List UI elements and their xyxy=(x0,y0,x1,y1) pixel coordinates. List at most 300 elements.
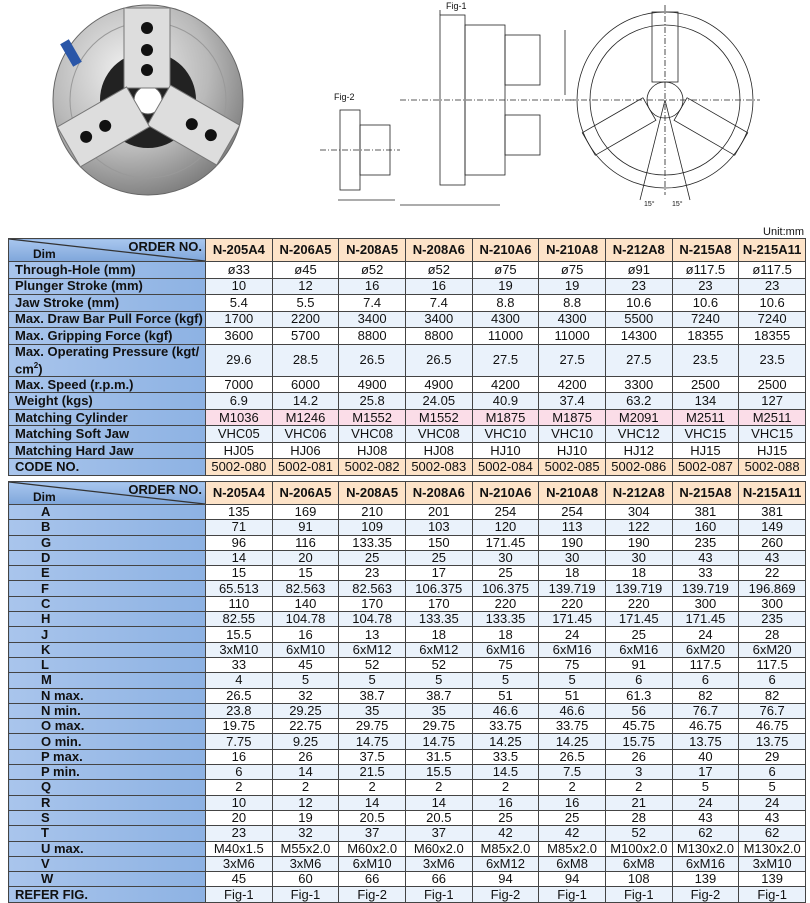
value-cell: 62 xyxy=(739,826,806,841)
value-cell: 52 xyxy=(339,657,406,672)
row-label: P min. xyxy=(9,765,206,780)
value-cell: 12 xyxy=(272,278,339,295)
value-cell: 171.45 xyxy=(605,612,672,627)
value-cell: 3xM10 xyxy=(739,856,806,871)
value-cell: VHC05 xyxy=(206,426,273,443)
value-cell: 4 xyxy=(206,673,273,688)
value-cell: 2 xyxy=(472,780,539,795)
dim-label: Dim xyxy=(33,247,56,261)
row-label: Max. Speed (r.p.m.) xyxy=(9,376,206,393)
value-cell: Fig-2 xyxy=(472,887,539,902)
value-cell: Fig-1 xyxy=(605,887,672,902)
value-cell: 16 xyxy=(472,795,539,810)
value-cell: 139 xyxy=(672,872,739,887)
value-cell: 7.75 xyxy=(206,734,273,749)
model-header: N-210A6 xyxy=(472,482,539,505)
value-cell: 3300 xyxy=(605,376,672,393)
value-cell: 304 xyxy=(605,505,672,520)
value-cell: 23 xyxy=(739,278,806,295)
row-label: S xyxy=(9,810,206,825)
value-cell: 4900 xyxy=(405,376,472,393)
value-cell: 28.5 xyxy=(272,344,339,376)
row-label: Through-Hole (mm) xyxy=(9,262,206,279)
value-cell: Fig-1 xyxy=(206,887,273,902)
row-label-close: ) xyxy=(38,360,43,376)
value-cell: 37 xyxy=(339,826,406,841)
table-row xyxy=(9,765,806,780)
value-cell: 14.5 xyxy=(472,765,539,780)
table-row xyxy=(9,550,806,565)
value-cell: 381 xyxy=(739,505,806,520)
value-cell: 196.869 xyxy=(739,581,806,596)
value-cell: HJ15 xyxy=(739,442,806,459)
value-cell: ø75 xyxy=(472,262,539,279)
model-header: N-212A8 xyxy=(605,239,672,262)
value-cell: 43 xyxy=(672,550,739,565)
value-cell: 13 xyxy=(339,627,406,642)
value-cell: 7240 xyxy=(739,311,806,328)
table-row xyxy=(9,688,806,703)
table-row xyxy=(9,520,806,535)
value-cell: 42 xyxy=(472,826,539,841)
value-cell: 62 xyxy=(672,826,739,841)
value-cell: 160 xyxy=(672,520,739,535)
table-row xyxy=(9,459,806,476)
value-cell: 5002-083 xyxy=(405,459,472,476)
value-cell: 171.45 xyxy=(472,535,539,550)
dimension-table xyxy=(8,481,806,903)
value-cell: 25 xyxy=(472,566,539,581)
value-cell: 29.6 xyxy=(206,344,273,376)
value-cell: 29.75 xyxy=(339,719,406,734)
row-label: CODE NO. xyxy=(9,459,206,476)
value-cell: 35 xyxy=(405,703,472,718)
value-cell: 66 xyxy=(339,872,406,887)
value-cell: 46.75 xyxy=(739,719,806,734)
angle-label-right: 15° xyxy=(672,201,683,208)
value-cell: 5 xyxy=(272,673,339,688)
value-cell: 19.75 xyxy=(206,719,273,734)
table-row xyxy=(9,376,806,393)
value-cell: VHC08 xyxy=(405,426,472,443)
value-cell: ø33 xyxy=(206,262,273,279)
value-cell: 38.7 xyxy=(405,688,472,703)
value-cell: 76.7 xyxy=(739,703,806,718)
value-cell: 71 xyxy=(206,520,273,535)
value-cell: 9.25 xyxy=(272,734,339,749)
value-cell: 6 xyxy=(206,765,273,780)
value-cell: 52 xyxy=(405,657,472,672)
value-cell: 5.4 xyxy=(206,295,273,312)
value-cell: 104.78 xyxy=(339,612,406,627)
value-cell: M1875 xyxy=(539,409,606,426)
value-cell: 8.8 xyxy=(472,295,539,312)
row-label: B xyxy=(9,520,206,535)
model-header: N-206A5 xyxy=(272,482,339,505)
value-cell: 12 xyxy=(272,795,339,810)
row-label: N min. xyxy=(9,703,206,718)
value-cell: 104.78 xyxy=(272,612,339,627)
value-cell: 5 xyxy=(472,673,539,688)
value-cell: 135 xyxy=(206,505,273,520)
corner-cell xyxy=(9,239,206,262)
fig2-drawing xyxy=(320,110,400,200)
value-cell: 139.719 xyxy=(605,581,672,596)
value-cell: M2511 xyxy=(672,409,739,426)
table-row xyxy=(9,642,806,657)
value-cell: 16 xyxy=(339,278,406,295)
value-cell: 23 xyxy=(672,278,739,295)
value-cell: 108 xyxy=(605,872,672,887)
value-cell: ø75 xyxy=(539,262,606,279)
value-cell: 4200 xyxy=(539,376,606,393)
value-cell: 46.6 xyxy=(539,703,606,718)
value-cell: 2 xyxy=(605,780,672,795)
value-cell: 235 xyxy=(739,612,806,627)
value-cell: 109 xyxy=(339,520,406,535)
row-label-unit: cm xyxy=(15,360,34,376)
value-cell: HJ10 xyxy=(539,442,606,459)
value-cell: 3400 xyxy=(405,311,472,328)
value-cell: M60x2.0 xyxy=(339,841,406,856)
row-label: D xyxy=(9,550,206,565)
value-cell: 23.8 xyxy=(206,703,273,718)
row-label: H xyxy=(9,612,206,627)
order-no-label: ORDER NO. xyxy=(128,482,202,497)
dim-label: Dim xyxy=(33,490,56,504)
value-cell: 5002-087 xyxy=(672,459,739,476)
table-row xyxy=(9,749,806,764)
value-cell: 25 xyxy=(605,627,672,642)
value-cell: 32 xyxy=(272,688,339,703)
row-label: G xyxy=(9,535,206,550)
value-cell: 26 xyxy=(605,749,672,764)
value-cell: 3600 xyxy=(206,328,273,345)
value-cell: 18 xyxy=(605,566,672,581)
value-cell: 25 xyxy=(405,550,472,565)
value-cell: M1246 xyxy=(272,409,339,426)
value-cell: 94 xyxy=(539,872,606,887)
value-cell: 29 xyxy=(739,749,806,764)
value-cell: 11000 xyxy=(539,328,606,345)
value-cell: ø45 xyxy=(272,262,339,279)
value-cell: 5002-085 xyxy=(539,459,606,476)
value-cell: 3xM6 xyxy=(272,856,339,871)
value-cell: 33 xyxy=(206,657,273,672)
value-cell: 15.75 xyxy=(605,734,672,749)
value-cell: 254 xyxy=(472,505,539,520)
value-cell: 14.25 xyxy=(472,734,539,749)
value-cell: 10.6 xyxy=(672,295,739,312)
model-header: N-205A4 xyxy=(206,239,273,262)
value-cell: 7000 xyxy=(206,376,273,393)
unit-label: Unit:mm xyxy=(763,226,804,238)
value-cell: HJ10 xyxy=(472,442,539,459)
value-cell: M85x2.0 xyxy=(472,841,539,856)
front-view-drawing xyxy=(570,5,760,200)
value-cell: 5002-084 xyxy=(472,459,539,476)
value-cell: 29.25 xyxy=(272,703,339,718)
value-cell: 19 xyxy=(472,278,539,295)
product-drawings xyxy=(0,0,810,225)
value-cell: 6xM16 xyxy=(605,642,672,657)
table-row xyxy=(9,581,806,596)
value-cell: 5002-086 xyxy=(605,459,672,476)
value-cell: 5 xyxy=(672,780,739,795)
value-cell: 5002-088 xyxy=(739,459,806,476)
value-cell: 37 xyxy=(405,826,472,841)
value-cell: 3400 xyxy=(339,311,406,328)
value-cell: 134 xyxy=(672,393,739,410)
value-cell: 10 xyxy=(206,278,273,295)
value-cell: 2 xyxy=(405,780,472,795)
table-row xyxy=(9,505,806,520)
value-cell: 33.75 xyxy=(472,719,539,734)
value-cell: 4900 xyxy=(339,376,406,393)
value-cell: 27.5 xyxy=(472,344,539,376)
table-row xyxy=(9,278,806,295)
row-label: Weight (kgs) xyxy=(9,393,206,410)
table-row xyxy=(9,262,806,279)
value-cell: M100x2.0 xyxy=(605,841,672,856)
value-cell: 27.5 xyxy=(605,344,672,376)
value-cell: 76.7 xyxy=(672,703,739,718)
header-row xyxy=(9,239,806,262)
value-cell: 235 xyxy=(672,535,739,550)
value-cell: 42 xyxy=(539,826,606,841)
value-cell: 6xM16 xyxy=(672,856,739,871)
value-cell: 6xM10 xyxy=(339,856,406,871)
corner-cell xyxy=(9,482,206,505)
value-cell: 75 xyxy=(539,657,606,672)
value-cell: 38.7 xyxy=(339,688,406,703)
value-cell: 149 xyxy=(739,520,806,535)
value-cell: 25 xyxy=(339,550,406,565)
table-row xyxy=(9,426,806,443)
spec-table xyxy=(8,238,806,476)
table-row xyxy=(9,442,806,459)
value-cell: Fig-1 xyxy=(739,887,806,902)
value-cell: 6.9 xyxy=(206,393,273,410)
angle-label-left: 15° xyxy=(644,201,655,208)
value-cell: 26.5 xyxy=(206,688,273,703)
value-cell: 20.5 xyxy=(339,810,406,825)
value-cell: 33.75 xyxy=(539,719,606,734)
value-cell: 63.2 xyxy=(605,393,672,410)
table-row xyxy=(9,344,806,376)
table-row xyxy=(9,826,806,841)
value-cell: 8800 xyxy=(405,328,472,345)
table-row xyxy=(9,596,806,611)
table-row xyxy=(9,295,806,312)
value-cell: 24 xyxy=(539,627,606,642)
value-cell: 45.75 xyxy=(605,719,672,734)
value-cell: 5 xyxy=(739,780,806,795)
row-label: W xyxy=(9,872,206,887)
value-cell: 43 xyxy=(672,810,739,825)
model-header: N-205A4 xyxy=(206,482,273,505)
value-cell: 10.6 xyxy=(739,295,806,312)
model-header: N-208A6 xyxy=(405,239,472,262)
value-cell: 6 xyxy=(739,673,806,688)
row-label: E xyxy=(9,566,206,581)
value-cell: 51 xyxy=(539,688,606,703)
value-cell: M40x1.5 xyxy=(206,841,273,856)
value-cell: 5002-082 xyxy=(339,459,406,476)
value-cell: 21 xyxy=(605,795,672,810)
value-cell: 26.5 xyxy=(339,344,406,376)
row-label: Max. Gripping Force (kgf) xyxy=(9,328,206,345)
value-cell: 16 xyxy=(405,278,472,295)
value-cell: 30 xyxy=(605,550,672,565)
value-cell: 20 xyxy=(272,550,339,565)
value-cell: 45 xyxy=(272,657,339,672)
value-cell: 20 xyxy=(206,810,273,825)
row-label: T xyxy=(9,826,206,841)
value-cell: 23 xyxy=(339,566,406,581)
value-cell: 45 xyxy=(206,872,273,887)
value-cell: 82 xyxy=(672,688,739,703)
value-cell: 6xM8 xyxy=(605,856,672,871)
value-cell: 18355 xyxy=(672,328,739,345)
value-cell: VHC10 xyxy=(472,426,539,443)
value-cell: M1552 xyxy=(405,409,472,426)
value-cell: 22 xyxy=(739,566,806,581)
value-cell: 37.5 xyxy=(339,749,406,764)
fig2-label: Fig-2 xyxy=(334,92,355,102)
value-cell: 8800 xyxy=(339,328,406,345)
value-cell: M2511 xyxy=(739,409,806,426)
value-cell: Fig-1 xyxy=(272,887,339,902)
value-cell: M1552 xyxy=(339,409,406,426)
value-cell: 14.75 xyxy=(339,734,406,749)
value-cell: 82.55 xyxy=(206,612,273,627)
value-cell: 171.45 xyxy=(539,612,606,627)
value-cell: 5500 xyxy=(605,311,672,328)
value-cell: 61.3 xyxy=(605,688,672,703)
value-cell: 190 xyxy=(539,535,606,550)
value-cell: Fig-2 xyxy=(672,887,739,902)
value-cell: 16 xyxy=(206,749,273,764)
value-cell: VHC15 xyxy=(739,426,806,443)
value-cell: 46.6 xyxy=(472,703,539,718)
table-row xyxy=(9,887,806,902)
value-cell: 24 xyxy=(672,795,739,810)
model-header: N-210A8 xyxy=(539,482,606,505)
value-cell: 5 xyxy=(539,673,606,688)
value-cell: 17 xyxy=(672,765,739,780)
value-cell: HJ15 xyxy=(672,442,739,459)
row-label: N max. xyxy=(9,688,206,703)
value-cell: 40.9 xyxy=(472,393,539,410)
value-cell: 110 xyxy=(206,596,273,611)
value-cell: 106.375 xyxy=(405,581,472,596)
value-cell: 14 xyxy=(339,795,406,810)
row-label-sup: 2 xyxy=(33,360,39,370)
value-cell: 2 xyxy=(272,780,339,795)
value-cell: HJ06 xyxy=(272,442,339,459)
model-header: N-210A8 xyxy=(539,239,606,262)
value-cell: 6 xyxy=(672,673,739,688)
value-cell: 29.75 xyxy=(405,719,472,734)
value-cell: 24 xyxy=(672,627,739,642)
value-cell: 260 xyxy=(739,535,806,550)
value-cell: 2500 xyxy=(739,376,806,393)
value-cell: M1036 xyxy=(206,409,273,426)
value-cell: 11000 xyxy=(472,328,539,345)
value-cell: 18355 xyxy=(739,328,806,345)
value-cell: 35 xyxy=(339,703,406,718)
table-row xyxy=(9,673,806,688)
value-cell: ø52 xyxy=(405,262,472,279)
value-cell: 103 xyxy=(405,520,472,535)
value-cell: 5.5 xyxy=(272,295,339,312)
model-header: N-208A5 xyxy=(339,239,406,262)
value-cell: 20.5 xyxy=(405,810,472,825)
value-cell: 14 xyxy=(272,765,339,780)
value-cell: 6xM20 xyxy=(672,642,739,657)
table-row xyxy=(9,795,806,810)
value-cell: 120 xyxy=(472,520,539,535)
value-cell: 5 xyxy=(339,673,406,688)
table-row xyxy=(9,535,806,550)
value-cell: 16 xyxy=(272,627,339,642)
value-cell: 3 xyxy=(605,765,672,780)
value-cell: 25 xyxy=(539,810,606,825)
value-cell: 66 xyxy=(405,872,472,887)
value-cell: 23.5 xyxy=(672,344,739,376)
value-cell: 6xM20 xyxy=(739,642,806,657)
value-cell: 3xM10 xyxy=(206,642,273,657)
value-cell: 94 xyxy=(472,872,539,887)
value-cell: VHC10 xyxy=(539,426,606,443)
model-header: N-215A8 xyxy=(672,482,739,505)
value-cell: 116 xyxy=(272,535,339,550)
model-header: N-210A6 xyxy=(472,239,539,262)
table-row xyxy=(9,409,806,426)
value-cell: 300 xyxy=(672,596,739,611)
value-cell: 33 xyxy=(672,566,739,581)
value-cell: M2091 xyxy=(605,409,672,426)
table-row xyxy=(9,841,806,856)
value-cell: 14.2 xyxy=(272,393,339,410)
value-cell: 2 xyxy=(339,780,406,795)
value-cell: 7.4 xyxy=(339,295,406,312)
value-cell: 56 xyxy=(605,703,672,718)
value-cell: 6xM8 xyxy=(539,856,606,871)
value-cell: 30 xyxy=(472,550,539,565)
value-cell: 18 xyxy=(539,566,606,581)
model-header: N-215A11 xyxy=(739,239,806,262)
value-cell: 5002-081 xyxy=(272,459,339,476)
value-cell: 10 xyxy=(206,795,273,810)
value-cell: M130x2.0 xyxy=(672,841,739,856)
value-cell: 43 xyxy=(739,550,806,565)
row-label: Jaw Stroke (mm) xyxy=(9,295,206,312)
value-cell: 2500 xyxy=(672,376,739,393)
value-cell: 60 xyxy=(272,872,339,887)
value-cell: 96 xyxy=(206,535,273,550)
table-row xyxy=(9,719,806,734)
row-label: Matching Soft Jaw xyxy=(9,426,206,443)
value-cell: ø52 xyxy=(339,262,406,279)
value-cell: 201 xyxy=(405,505,472,520)
value-cell: M85x2.0 xyxy=(539,841,606,856)
value-cell: 17 xyxy=(405,566,472,581)
value-cell: 23 xyxy=(206,826,273,841)
value-cell: 27.5 xyxy=(539,344,606,376)
value-cell: 117.5 xyxy=(672,657,739,672)
